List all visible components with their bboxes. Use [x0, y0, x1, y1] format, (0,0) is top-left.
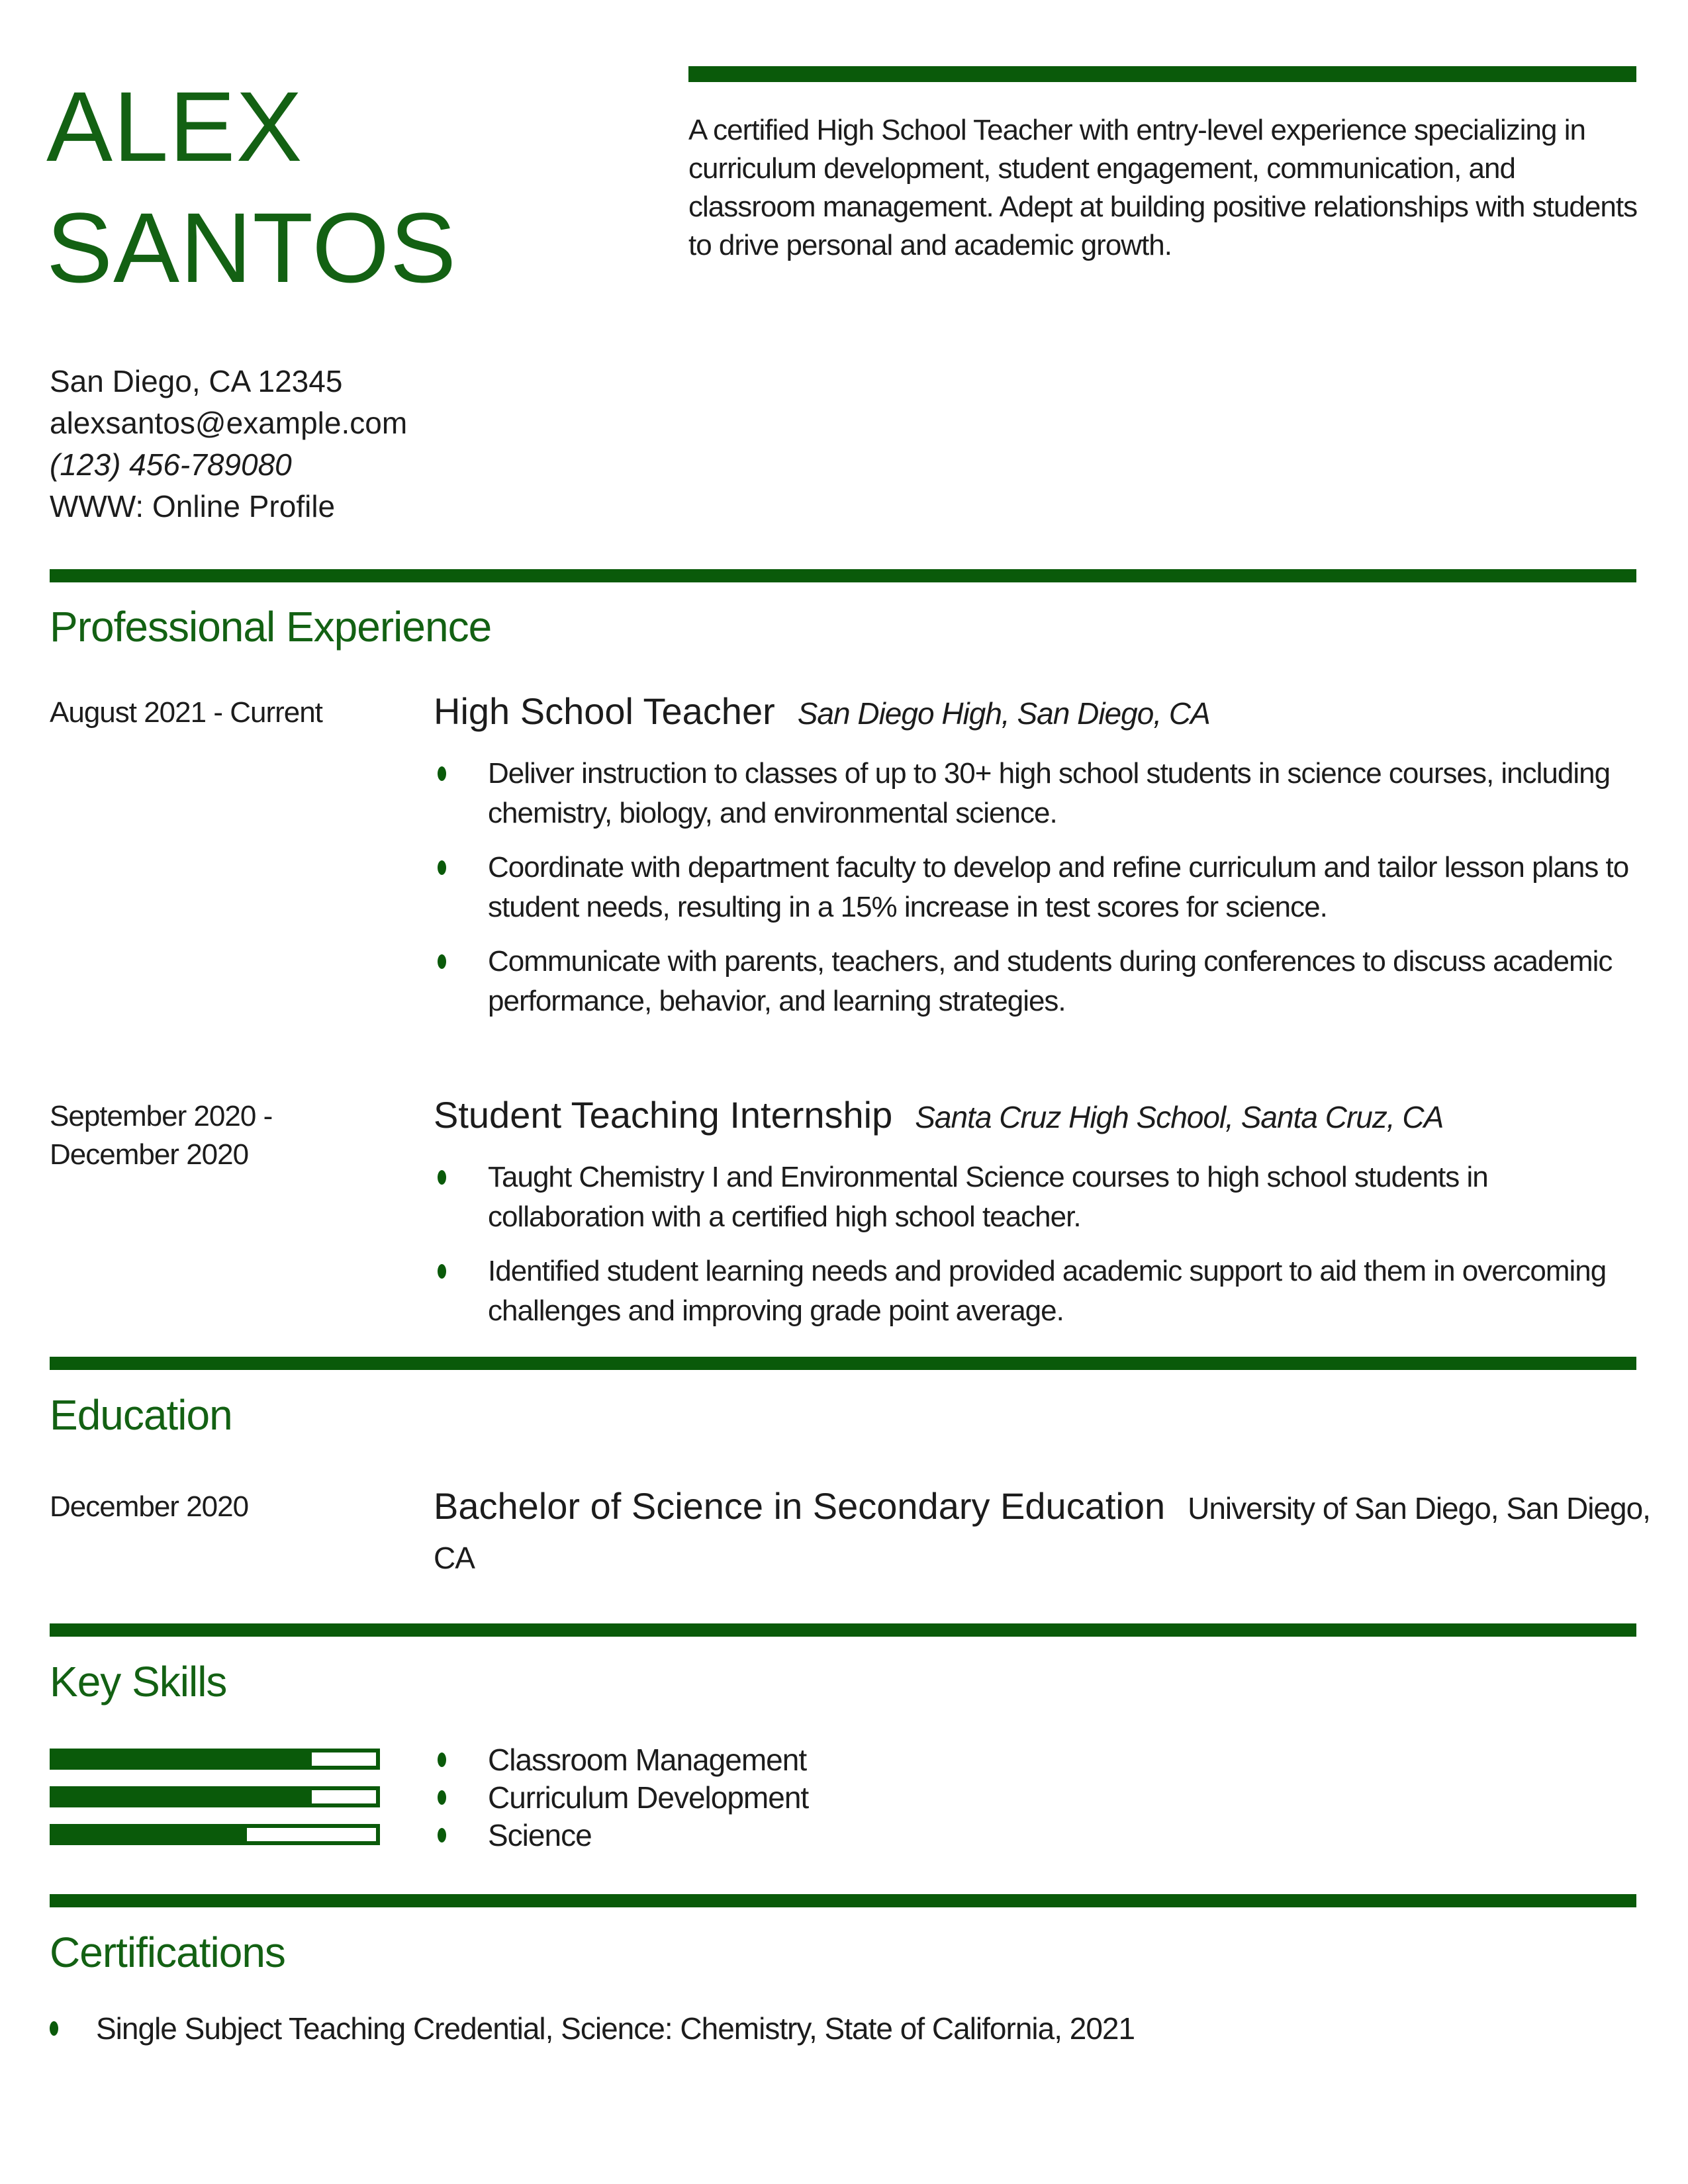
job2-bullet: Taught Chemistry I and Environmental Science courses to high school students in collaboration with a certified high school teacher.	[434, 1158, 1636, 1237]
job-row-2	[50, 1092, 1636, 1345]
skill-level-fill	[54, 1828, 247, 1841]
job1-content	[434, 688, 1636, 1021]
education-line	[434, 1482, 1678, 1582]
contact-block	[50, 361, 407, 527]
section-heading-skills: Key Skills	[50, 1658, 227, 1706]
section-heading-education: Education	[50, 1391, 232, 1439]
job1-bullets	[434, 754, 1636, 1021]
job2-title: Student Teaching Internship	[434, 1094, 893, 1136]
education-content	[434, 1482, 1650, 1582]
job1-title-line	[434, 688, 1636, 737]
summary-accent-bar	[688, 66, 1636, 82]
section-divider-certifications	[50, 1894, 1636, 1907]
job-row-1	[50, 688, 1636, 1036]
job2-bullet: Identified student learning needs and provided academic support to aid them in overcoming challenges and improving grade point average.	[434, 1251, 1636, 1331]
job2-location: Santa Cruz High School, Santa Cruz, CA	[915, 1100, 1444, 1134]
skill-level-bar	[50, 1786, 380, 1807]
skill-level-fill	[54, 1790, 312, 1803]
skill-row	[50, 1780, 1636, 1824]
skill-label: Classroom Management	[434, 1745, 806, 1775]
job2-title-line	[434, 1092, 1636, 1140]
job2-content	[434, 1092, 1636, 1331]
job2-dates: September 2020 - December 2020	[50, 1100, 273, 1171]
job1-bullet: Coordinate with department faculty to develop and refine curriculum and tailor lesson plans to student needs, resulting in a 15% increase in test scores for science.	[434, 848, 1636, 927]
candidate-name	[46, 66, 457, 308]
skill-level-bar	[50, 1824, 380, 1845]
contact-phone: (123) 456-789080	[50, 447, 292, 482]
skill-row	[50, 1743, 1636, 1786]
job2-bullets	[434, 1158, 1636, 1331]
section-divider-experience	[50, 569, 1636, 582]
section-divider-education	[50, 1357, 1636, 1370]
contact-address: San Diego, CA 12345	[50, 364, 343, 398]
contact-email[interactable]: alexsantos@example.com	[50, 406, 408, 440]
education-school: University of San Diego, San Diego, CA	[434, 1491, 1650, 1575]
skill-label: Science	[434, 1820, 592, 1850]
job1-location: San Diego High, San Diego, CA	[797, 696, 1210, 731]
job1-bullet: Communicate with parents, teachers, and students during conferences to discuss academic performance, behavior, and learning strategies.	[434, 942, 1636, 1021]
certifications-list	[50, 2009, 1636, 2048]
job1-title: High School Teacher	[434, 690, 775, 732]
professional-summary: A certified High School Teacher with entry-level experience specializing in curriculum development, student engagement, communication, and classroom management. Adept at building positive relationships with students to drive personal and academic growth.	[688, 114, 1638, 261]
skill-row	[50, 1818, 1636, 1862]
name-line2: SANTOS	[46, 192, 457, 303]
education-dates: December 2020	[50, 1490, 249, 1523]
section-heading-experience: Professional Experience	[50, 603, 492, 651]
skill-label: Curriculum Development	[434, 1782, 808, 1813]
certification-item: Single Subject Teaching Credential, Science: Chemistry, State of California, 2021	[50, 2009, 1636, 2048]
skills-block	[50, 1743, 1636, 1862]
skill-level-bar	[50, 1749, 380, 1770]
name-line1: ALEX	[46, 71, 303, 182]
education-row	[50, 1482, 1650, 1582]
skill-level-fill	[54, 1752, 312, 1766]
contact-website-link[interactable]: WWW: Online Profile	[50, 489, 336, 523]
job1-dates: August 2021 - Current	[50, 696, 322, 729]
education-degree: Bachelor of Science in Secondary Education	[434, 1485, 1166, 1527]
section-divider-skills	[50, 1623, 1636, 1637]
section-heading-certifications: Certifications	[50, 1929, 285, 1976]
job1-bullet: Deliver instruction to classes of up to 30+ high school students in science courses, including chemistry, biology, and environmental science.	[434, 754, 1636, 833]
